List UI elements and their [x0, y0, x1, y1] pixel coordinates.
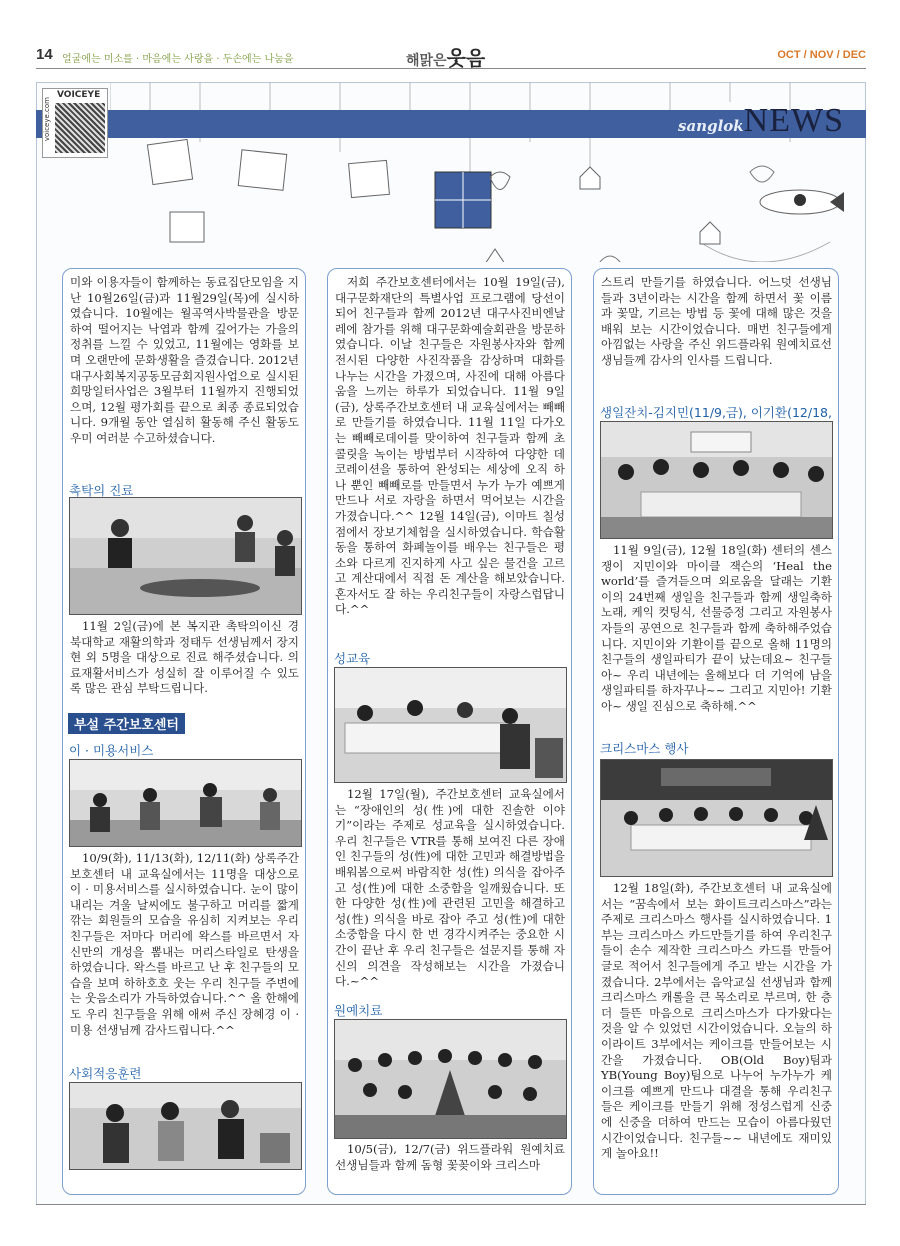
col3-text-birthday: 11월 9일(금), 12월 18일(화) 센터의 센스쟁이 지민이와 마이클 잭슨의 ‘Heal the world’를 즐겨듣으며 외로움을 달래는 기환이의 24번째 생일을 친구들과 함께 생일축하 노래, 케익 컷팅식, 선물증정 그리고 자원봉사자들의 공연으로 친구들과 함께 축하해주었습니다. 지민이와 기환이를 끝으로 올해 11명의 친구들의 생일파티가 끝이 났는데요~ 친구들아~ 우리 내년에는 올해보다 더 기억에 남을 생일파티를 하자꾸나~~ 그리고 지민아! 기환아~ 생일 진심으로 축하해.^^ [601, 543, 832, 713]
col3-text-christmas: 12월 18일(화), 주간보호센터 내 교육실에서는 “꿈속에서 보는 화이트크리스마스”라는 주제로 크리스마스 행사를 실시하였습니다. 1부는 크리스마스 카드만들기를 하여 우리친구들이 손수 제작한 크리스마스 카드를 만들어 글로 적어서 친구들에게 주고 받는 시간을 가졌습니다. 2부에서는 음악교실 선생님과 함께 크리스마스 캐롤을 큰 목소리로 부르며, 한 층 더 들뜬 마음으로 크리스마스가 다가왔다는 것을 알 수 있었던 시간이었습니다. 오늘의 하이라이트 3부에서는 케이크를 만들어보는 시간을 가졌습니다. OB(Old Boy)팀과 YB(Young Boy)팀으로 나누어 누가누가 케이크를 예쁘게 만드나 대결을 통해 우리친구들은 케이크를 만들기 위해 정성스럽게 신중에 신중을 더하여 만드는 모습이 아름다웠던 시간이었습니다. 친구들~~ 내년에도 재미있게 놀아요!! [601, 881, 832, 1161]
voiceye-label: VOICEYE [57, 90, 101, 100]
photo-sex-ed [334, 667, 567, 783]
col2-heading-sex-ed: 성교육 [334, 651, 371, 666]
col3-text-horticulture-cont: 스트리 만들기를 하였습니다. 어느덧 선생님들과 3년이라는 시간을 함께 하면서 꽃 이름과 꽃말, 기르는 방법 등 꽃에 대해 많은 것을 배워 보는 시간이었습니다. 매번 친구들에게 아낌없는 사랑을 주신 위드플라워 원예치료선생님들께 감사의 인사를 드립니다. [601, 275, 832, 367]
header-divider [36, 68, 866, 69]
col1-intro: 미와 이용자들이 함께하는 동료집단모임을 지난 10월26일(금)과 11월29일(목)에 실시하였습니다. 10월에는 월곡역사박물관을 방문하여 떨어지는 낙엽과 함께 깊어가는 가을의 정취를 느낄 수 있었고, 11월에는 영화를 보며 오랜만에 문화생활을 즐겼습니다. 2012년 대구사회복지공동모금회지원사업으로 실시된 희망일터사업은 3월부터 11월까지 진행되었으며, 12월 평가회를 끝으로 최종 종료되었습니다. 9개월 동안 열심히 활동해 주신 활동도우미 여러분 수고하셨습니다. [70, 275, 299, 445]
column-3 [593, 268, 839, 1195]
banner-sub: sanglok [678, 117, 744, 135]
photo-christmas [600, 759, 833, 877]
col2-text-horticulture: 10/5(금), 12/7(금) 위드플라워 원예치료 선생님들과 함께 돔형 꽃꽂이와 크리스마 [335, 1142, 565, 1172]
voiceye-code [42, 88, 108, 158]
photo-birthday [600, 421, 833, 539]
column-2 [327, 268, 572, 1195]
col3-heading-birthday: 생일잔치-김지민(11/9,금), 이기환(12/18, [600, 405, 832, 420]
masthead-prefix: 해맑은 [406, 53, 447, 69]
photo-medical [69, 497, 302, 615]
voiceye-side-label: voiceye.com [43, 97, 51, 142]
photo-horticulture [334, 1019, 567, 1139]
col1-box-heading: 부설 주간보호센터 [68, 713, 185, 734]
col1-heading-medical: 촉탁의 진료 [69, 483, 134, 498]
issue-label: OCT / NOV / DEC [777, 49, 866, 61]
col2-text-activities: 저희 주간보호센터에서는 10월 19일(금), 대구문화재단의 특별사업 프로그램에 당선이 되어 친구들과 함께 2012년 대구사진비엔날레에 참가를 위해 대구문화예술회관을 방문하였습니다. 이날 친구들은 자원봉사자와 함께 전시된 다양한 사진작품을 감상하며 대화를 나누는 시간을 가졌으며, 사진에 대해 아름다움을 느끼는 하루가 되었습니다. 11월 9일(금), 상록주간보호센터 내 교육실에서는 빼빼로 만들기를 하였습니다. 11월 11일 다가오는 빼빼로데이를 맞이하여 친구들과 함께 초콜릿을 녹이는 방법부터 시작하여 다양한 데코레이션을 통하여 완성되는 세상에 오직 하나 뿐인 빼빼로를 만들면서 누가 누가 예쁘게 만드나 서로 자랑을 하면서 먹어보는 시간을 가졌습니다.^^ 12월 14일(금), 이마트 칠성점에서 장보기체험을 실시하였습니다. 학습활동을 통하여 화폐놀이를 배우는 친구들은 평소와 다르게 진지하게 사고 싶은 물건을 고르고 계산대에서 직접 돈 계산을 해보았습니다. 혼자서도 잘 하는 우리친구들이 자랑스럽답니다.^^ [335, 275, 565, 617]
page-number: 14 [36, 46, 53, 63]
col2-heading-horticulture: 원예치료 [334, 1003, 383, 1018]
col1-heading-social: 사회적응훈련 [69, 1066, 142, 1081]
footer-divider [36, 1204, 866, 1205]
col1-heading-beauty: 이 · 미용서비스 [69, 743, 154, 758]
col2-text-sex-ed: 12월 17일(월), 주간보호센터 교육실에서는 “장애인의 성(性)에 대한 진솔한 이야기”이라는 주제로 성교육을 실시하였습니다. 우리 친구들은 VTR를 통해 보여진 다른 장애인 친구들의 성(性)에 대한 고민과 해결방법을 배워봄으로써 바람직한 성(性) 의식을 잡아주고 성(性)에 대한 소중함을 일깨웠습니다. 또한 다양한 성(性)에 관련된 고민을 해결하고 성(性) 의식을 바로 잡아 주고 성(性)에 대한 소중함을 다시 한 번 경각시켜주는 중요한 시간이 끝난 후 우리 친구들은 설문지를 통해 자신의 의견을 작성해보는 시간을 가졌습니다.~^^ [335, 787, 565, 989]
header-slogan: 얼굴에는 미소를 · 마음에는 사랑을 · 두손에는 나눔을 [62, 54, 294, 65]
photo-beauty [69, 759, 302, 847]
section-banner [36, 102, 866, 139]
qr-code-icon [55, 103, 105, 153]
photo-social [69, 1082, 302, 1170]
col1-text-beauty: 10/9(화), 11/13(화), 12/11(화) 상록주간보호센터 내 교육실에서는 11명을 대상으로 이 · 미용서비스를 실시하였습니다. 눈이 많이 내리는 겨울 날씨에도 불구하고 머리를 짧게 깎는 회원들의 모습을 유심히 지켜보는 우리 친구들은 저마다 머리에 왁스를 바르면서 자신만의 개성을 뽐내는 머리스타일로 탄생을 하였습니다. 왁스를 바르고 난 후 친구들의 모습을 보며 하하호호 웃는 우리 친구들 주변에는 웃음소리가 가득하였습니다.^^ 올 한해에도 우리 친구들을 위해 애써 주신 장혜경 이 · 미용 선생님께 감사드립니다.^^ [70, 851, 299, 1037]
col1-text-medical: 11월 2일(금)에 본 복지관 촉탁의이신 경북대학교 재활의학과 정태두 선생님께서 장지현 외 5명을 대상으로 진료 해주셨습니다. 의료재활서비스가 성실히 잘 이루어질 수 있도록 많은 관심 부탁드립니다. [70, 619, 299, 696]
column-1 [62, 268, 306, 1195]
masthead-main: 웃음 [446, 46, 486, 70]
banner-title: NEWS [743, 102, 844, 139]
banner-label [678, 102, 844, 140]
col3-heading-christmas: 크리스마스 행사 [600, 741, 689, 756]
masthead [406, 42, 485, 71]
page-header [36, 46, 866, 70]
